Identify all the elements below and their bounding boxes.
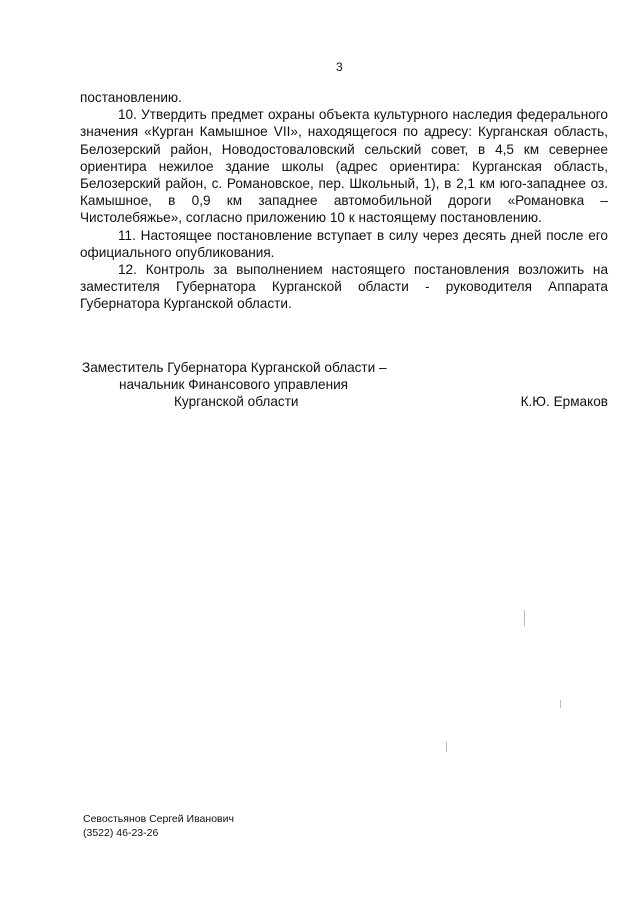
paragraph-12: 12. Контроль за выполнением настоящего постановления возложить на заместителя Губернатора Курганской области - руководителя Аппарата Губернатора Курганской области. [80,262,608,312]
paragraph-11: 11. Настоящее постановление вступает в силу через десять дней после его официального опубликования. [80,227,608,260]
document-body [80,89,608,313]
page-number: 3 [336,60,343,74]
scan-speck [446,742,447,752]
signatory-title-line-3: Курганской области [174,394,299,409]
signatory-name: К.Ю. Ермаков [520,394,608,409]
paragraph-10: 10. Утвердить предмет охраны объекта культурного наследия федерального значения «Курган Камышное VII», находящегося по адресу: Курганская область, Белозерский район, Новодостоваловский сельский совет, в 4,5 км севернее ориентира нежилое здание школы (адрес ориентира: Курганская область, Белозерский район, с. Романовское, пер. Школьный, 1), в 2,1 км юго-западнее оз. Камышное, в 0,9 км западнее автомобильной дороги «Романовка – Чистолебяжье», согласно приложению 10 к настоящему постановлению. [80,107,608,226]
paragraph-continuation: постановлению. [80,90,182,105]
scan-speck [560,700,561,708]
signatory-title-line-2: начальник Финансового управления [119,377,349,392]
executor-footer [83,812,234,840]
executor-phone: (3522) 46-23-26 [83,827,159,839]
signatory-title-line-1: Заместитель Губернатора Курганской области – [82,360,387,375]
executor-name: Севостьянов Сергей Иванович [83,813,234,825]
scan-speck [524,610,525,626]
